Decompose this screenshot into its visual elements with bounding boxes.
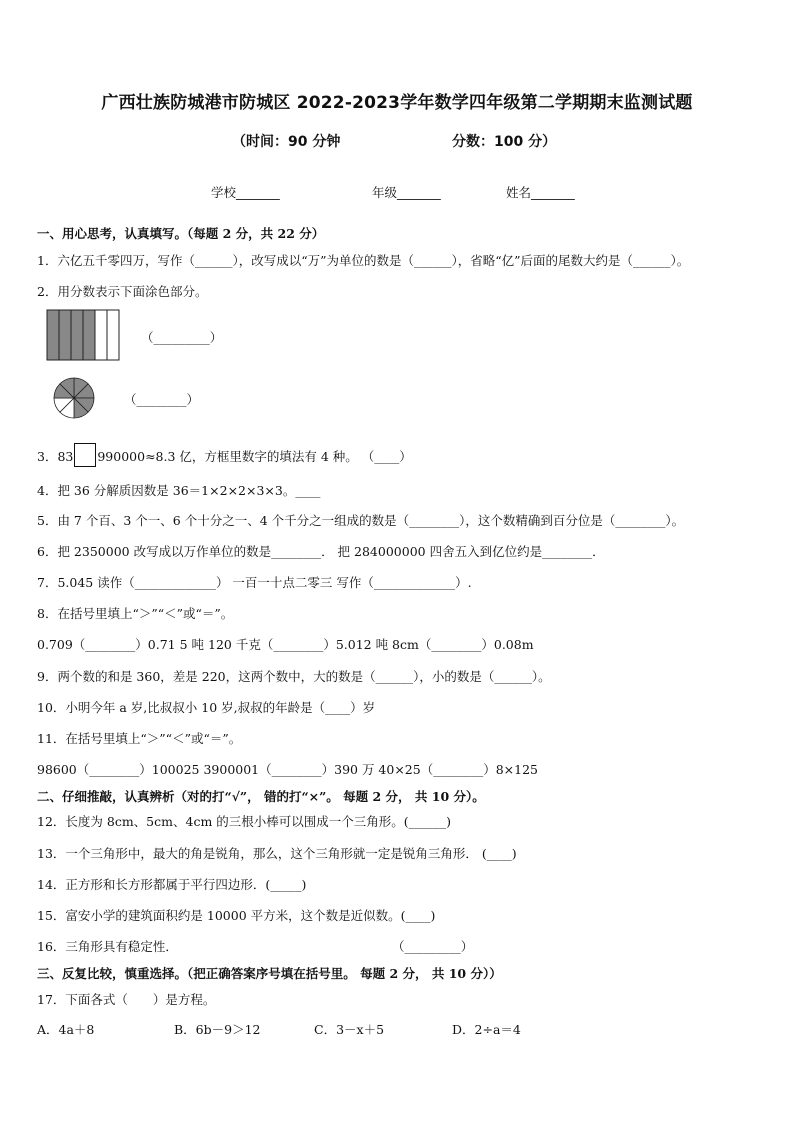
question-8: 8．在括号里填上“＞”“＜”或“＝”。 [37, 606, 234, 621]
question-15: 15．富安小学的建筑面积约是 10000 平方米，这个数是近似数。(____) [37, 908, 436, 923]
question-16-blank[interactable]: （_________） [392, 939, 474, 954]
question-16: 16．三角形具有稳定性． [37, 939, 178, 954]
question-2b-blank[interactable]: （________） [124, 392, 200, 407]
question-17: 17．下面各式（ ）是方程。 [37, 992, 216, 1007]
exam-score: 分数：100 分） [452, 134, 557, 150]
school-field: 学校_______ [211, 185, 280, 200]
name-field: 姓名_______ [506, 185, 575, 200]
question-17-option-a[interactable]: A．4a＋8 [37, 1022, 95, 1037]
question-13: 13．一个三角形中，最大的角是锐角，那么，这个三角形就一定是锐角三角形． (____) [37, 846, 517, 861]
question-17-option-b[interactable]: B．6b－9＞12 [174, 1022, 261, 1037]
question-17-option-d[interactable]: D．2÷a＝4 [452, 1022, 521, 1037]
question-6: 6．把 2350000 改写成以万作单位的数是________． 把 284000000 四舍五入到亿位约是________． [37, 544, 605, 559]
page-title: 广西壮族防城港市防城区 2022-2023学年数学四年级第二学期期末监测试题 [101, 93, 693, 113]
question-3-suffix: 990000≈8.3 亿，方框里数字的填法有 4 种。 （____） [97, 449, 412, 464]
grade-field: 年级_______ [372, 185, 441, 200]
fraction-circle-figure [52, 376, 96, 420]
question-14: 14．正方形和长方形都属于平行四边形．(_____) [37, 877, 307, 892]
question-5: 5．由 7 个百、3 个一、6 个十分之一、4 个千分之一组成的数是（________），这个数精确到百分位是（________）。 [37, 513, 685, 528]
question-4: 4．把 36 分解质因数是 36＝1×2×2×3×3。____ [37, 483, 321, 498]
fraction-bar-figure [46, 309, 124, 361]
exam-time: （时间：90 分钟 [232, 134, 341, 150]
question-12: 12．长度为 8cm、5cm、4cm 的三根小棒可以围成一个三角形。(______) [37, 814, 452, 829]
section-2-heading: 二、仔细推敲，认真辨析（对的打“√”， 错的打“×”。 每题 2 分， 共 10 分）。 [37, 789, 485, 804]
question-3 [37, 443, 412, 467]
question-10: 10．小明今年 a 岁,比叔叔小 10 岁,叔叔的年龄是（____）岁 [37, 700, 376, 715]
question-17-option-c[interactable]: C．3－x＋5 [314, 1022, 385, 1037]
answer-box[interactable] [74, 443, 96, 467]
question-3-prefix: 3．83 [37, 449, 74, 464]
question-2a-blank[interactable]: （_________） [141, 330, 223, 345]
question-9: 9．两个数的和是 360，差是 220，这两个数中，大的数是（______），小的数是（______）。 [37, 669, 551, 684]
section-1-heading: 一、用心思考，认真填写。（每题 2 分，共 22 分） [37, 226, 325, 241]
question-11: 11．在括号里填上“＞”“＜”或“＝”。 [37, 731, 242, 746]
question-11-items: 98600（________）100025 3900001（________）390 万 40×25（________）8×125 [37, 762, 539, 777]
question-8-items: 0.709（________）0.71 5 吨 120 千克（________）5.012 吨 8cm（________）0.08m [37, 637, 534, 652]
question-1: 1．六亿五千零四万，写作（______），改写成以“万”为单位的数是（______），省略“亿”后面的尾数大约是（______）。 [37, 253, 690, 268]
question-2: 2．用分数表示下面涂色部分。 [37, 284, 208, 299]
section-3-heading: 三、反复比较，慎重选择。（把正确答案序号填在括号里。 每题 2 分， 共 10 分）） [37, 966, 502, 981]
question-7: 7．5.045 读作（_____________） 一百一十点二零三 写作（_____________）. [37, 575, 472, 590]
